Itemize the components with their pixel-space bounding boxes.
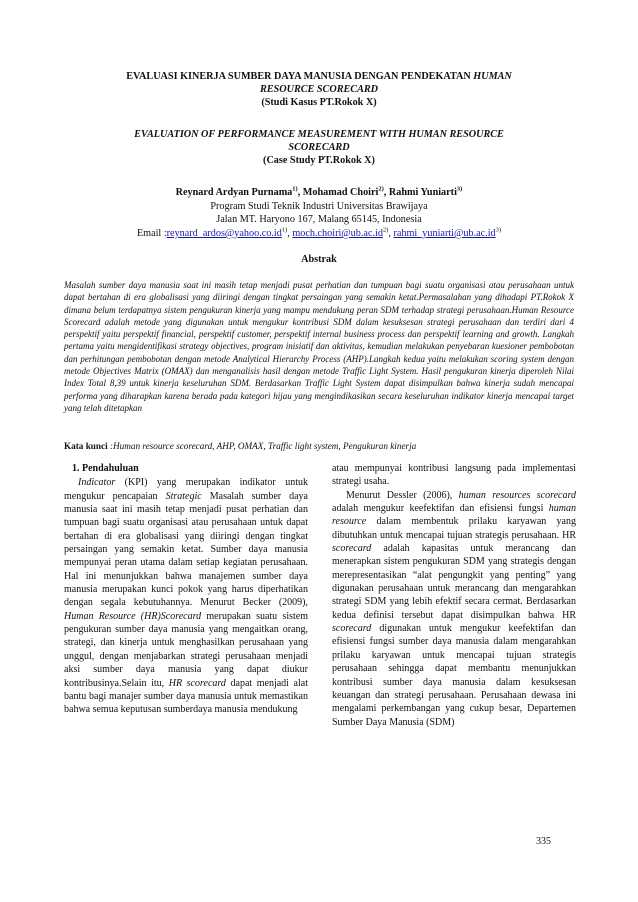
left-column-text — [64, 476, 308, 716]
text-run: HR scorecard — [168, 677, 226, 689]
text-run: digunakan untuk mengukur keefektifan dan efisiensi fungsi sumber daya manusia dalam mengarahkan prilaku karyawan untuk mencapai tujuan strategis perusahaan sehingga dapat membantu menunjukkan kontribusi sumber daya manusia dalam kesuksesan keuangan dan strategi perusahaan. Perusahaan dewasa ini mengalami perkembangan yang cukup besar, Departemen Sumber Daya Manusia (SDM) — [332, 623, 576, 728]
title-en-line-1: EVALUATION OF PERFORMANCE MEASUREMENT WITH HUMAN RESOURCE — [134, 129, 504, 140]
text-run: adalah kapasitas untuk merancang dan menerapkan sistem pengukuran SDM yang strategis dengan merepresentasikan “alat pengungkit yang penting” yang digunakan perusahaan untuk merancang dan mengarahkan strategi SDM yang lebih efektif secara cermat. Berdasarkan kedua definisi tersebut dapat disimpulkan bahwa HR — [332, 543, 576, 621]
keywords-line — [64, 440, 574, 452]
text-run: merupakan suatu sistem pengukuran sumber daya manusia yang mengaitkan orang, strategi, dan kinerja untuk menghasilkan perusahaan yang unggul, dengan menjabarkan strategi perusahaan menjadi aksi sumber daya manusia yang dapat diukur kontribusinya.Selain itu, — [64, 610, 308, 689]
right-column-paragraph-1: atau mempunyai kontribusi langsung pada implementasi strategi usaha. — [332, 463, 576, 488]
email-separator: , — [388, 227, 394, 239]
text-run: dapat menjadi alat bantu bagi manajer sumber daya manusia untuk memastikan bahwa semua keputusan sumberdaya manusia mendukung — [64, 677, 308, 716]
text-run: scorecard — [332, 623, 372, 635]
text-run: human resources scorecard — [458, 489, 576, 501]
title-id-line-1 — [80, 70, 558, 83]
right-column-paragraph-2 — [332, 489, 576, 729]
email-label: Email : — [136, 227, 167, 239]
text-run: Human Resource (HR)Scorecard — [64, 610, 202, 622]
title-en-line-3: (Case Study PT.Rokok X) — [263, 155, 375, 167]
text-run: (KPI) yang merupakan indikator untuk mengukur pencapaian — [64, 477, 308, 502]
keywords-label: Kata kunci — [64, 441, 108, 451]
text-run: Indicator — [78, 477, 116, 489]
text-run: Strategic — [165, 490, 202, 502]
text-run: adalah mengukur keefektifan dan efisiensi fungsi — [332, 503, 549, 515]
author-1: Reynard Ardyan Purnama — [175, 187, 293, 198]
abstract-text: Masalah sumber daya manusia saat ini masih tetap menjadi pusat perhatian dan tumpuan bagi suatu organisasi atau perusahaan untuk dapat bertahan di era globalisasi yang diiringi dengan tingkat persaingan yang semakin ketat.Permasalahan yang dihadapi PT.Rokok X dimana belum terdapatnya sistem pengukuran kinerja yang mampu mendukung peran SDM terhadap strategi perusahaan.Human Resource Scorecard adalah metode yang digunakan untuk mengukur kontribusi SDM dalam kesuksesan strategi perusahaan dan terdiri dari 4 perspektif yaitu perspektif financial, perspektif customer, perspektif internal business process dan perspektif learning and growth. Langkah pertama yaitu mengidentifikasi strategy objectives, program inisiatif dan aktivitas, kemudian melakukan penyebaran kuesioner pembobotan dan perhitungan pembobotan dengan metode Analytical Hierarchy Process (AHP).Langkah kedua yaitu melakukan scoring system dengan metode Objectives Matrix (OMAX) dan menganalisis hasil dengan metode Traffic Light System. Hasil pengukuran kinerja diperoleh Nilai Index Total 8,39 untuk kinerja keseluruhan SDM. Berdasarkan Traffic Light System dapat disimpulkan bahwa kinerja sudah mencapai performa yang diharapkan karena berada pada kategori hijau yang mengindikasikan secara keseluruhan indikator kinerja mencapai target yang telah ditetapkan — [64, 280, 574, 413]
author-block — [60, 186, 578, 240]
author-1-sup: 1) — [292, 185, 298, 193]
left-column — [64, 462, 308, 717]
title-indonesian — [80, 70, 558, 110]
email-line — [60, 227, 578, 241]
title-id-italic: HUMAN — [473, 71, 512, 82]
affiliation-1: Program Studi Teknik Industri Universitas Brawijaya — [210, 200, 428, 212]
author-2: , Mohamad Choiri — [297, 187, 379, 198]
author-2-sup: 2) — [378, 185, 384, 193]
right-column — [332, 462, 576, 729]
keywords-text: :Human resource scorecard, AHP, OMAX, Traffic light system, Pengukuran kinerja — [107, 441, 417, 451]
author-3: , Rahmi Yuniarti — [383, 187, 457, 198]
email-link-2[interactable]: moch.choiri@ub.ac.id — [292, 227, 383, 239]
section-heading: 1. Pendahuluan — [72, 463, 139, 474]
email-link-3[interactable]: rahmi_yuniarti@ub.ac.id — [393, 227, 496, 239]
affiliation-2: Jalan MT. Haryono 167, Malang 65145, Indonesia — [216, 214, 422, 226]
author-3-sup: 3) — [456, 185, 463, 193]
email-3-sup: 3) — [495, 226, 502, 234]
abstract-heading: Abstrak — [301, 254, 337, 265]
text-run: human resource — [332, 503, 576, 528]
text-run: Menurut Dessler (2006), — [346, 489, 459, 501]
author-names — [60, 186, 578, 200]
email-2-sup: 2) — [382, 226, 389, 234]
page-number: 335 — [536, 836, 551, 847]
email-1-sup: 1) — [281, 226, 288, 234]
text-run: scorecard — [332, 543, 372, 555]
title-id-line-2: RESOURCE SCORECARD — [259, 84, 379, 96]
title-id-line-3: (Studi Kasus PT.Rokok X) — [261, 97, 377, 109]
title-en-line-2: SCORECARD — [288, 142, 350, 154]
title-id-text: EVALUASI KINERJA SUMBER DAYA MANUSIA DENGAN PENDEKATAN — [126, 71, 474, 82]
email-link-1[interactable]: reynard_ardos@yahoo.co.id — [166, 227, 282, 239]
title-english — [70, 128, 568, 168]
text-run: dalam membentuk prilaku karyawan yang dibutuhkan untuk mencapai tujuan strategis perusahaan. HR — [332, 516, 576, 541]
text-run: Masalah sumber daya manusia saat ini masih tetap menjadi pusat perhatian dan tumpuan bagi suatu organisasi atau perusahaan untuk dapat bertahan di era globalisasi yang diiringi dengan tingkat persaingan yang semakin ketat. Sumber daya manusia mempunyai peran utama dalam setiap kegiatan perusahaan. Hal ini menunjukkan bahwa manajemen sumber daya manusia merupakan kunci pokok yang harus diperhatikan dengan segala kebutuhannya. Menurut Becker (2009), — [64, 490, 308, 609]
email-separator: , — [287, 227, 293, 239]
